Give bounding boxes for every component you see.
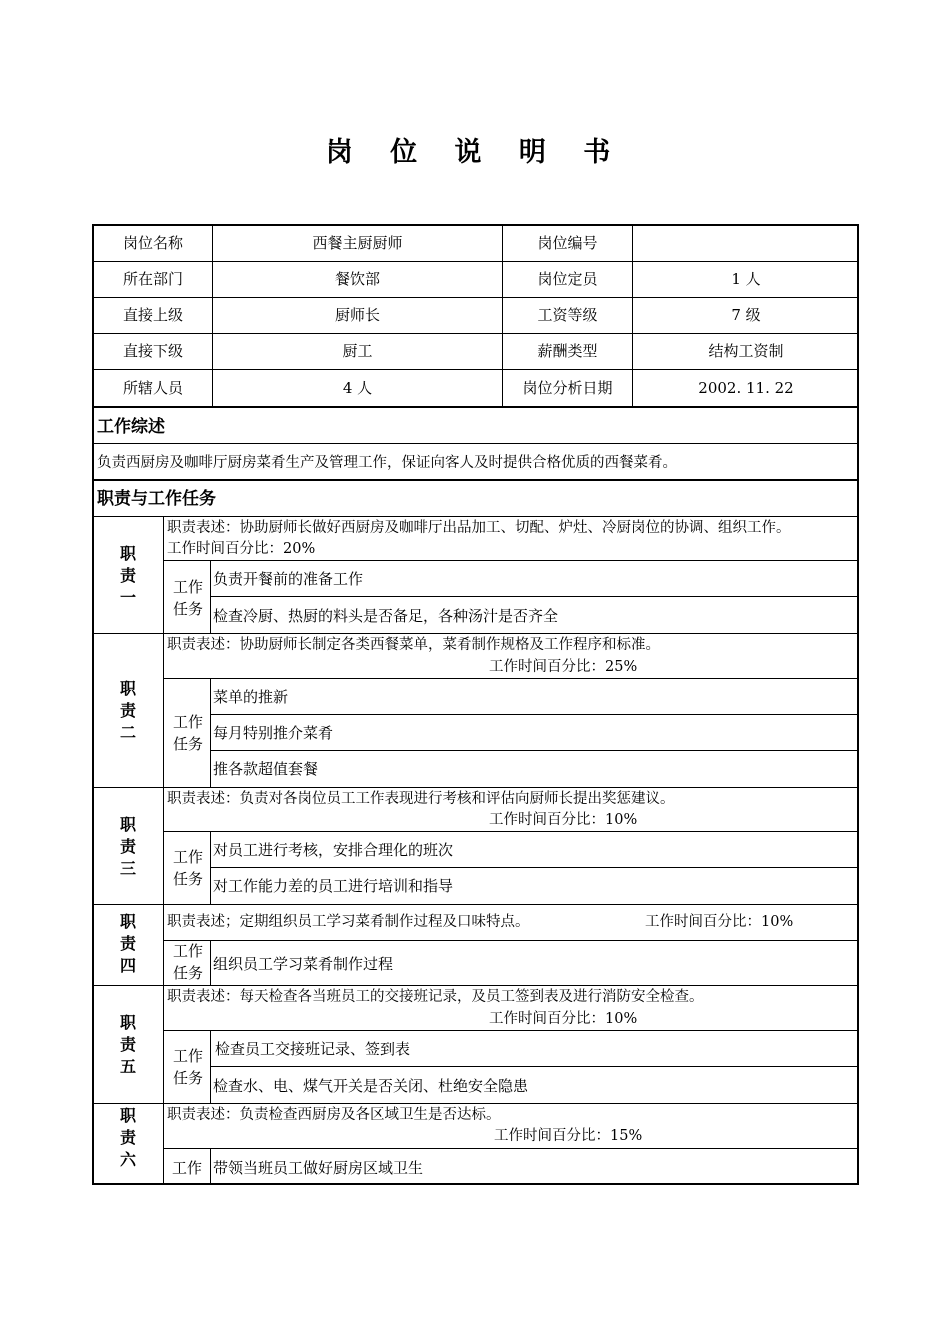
divider — [163, 940, 859, 941]
divider — [163, 831, 859, 832]
salary-grade-label: 工资等级 — [537, 306, 598, 324]
duty-2-description: 职责表述：协助厨师长制定各类西餐菜单，菜肴制作规格及工作程序和标准。 — [167, 637, 660, 653]
analysis-date-label: 岗位分析日期 — [522, 379, 613, 397]
divider — [94, 904, 859, 905]
duty-1-time: 工作时间百分比：20% — [167, 541, 316, 557]
analysis-date-value: 2002. 11. 22 — [698, 379, 794, 397]
subordinate-value: 厨工 — [342, 342, 373, 360]
duty-5-task-1: 检查员工交接班记录、签到表 — [215, 1040, 411, 1058]
divider — [94, 516, 859, 517]
divider — [94, 333, 859, 334]
duty-6-task-label: 工作 — [172, 1159, 203, 1177]
duties-heading: 职责与工作任务 — [97, 489, 216, 509]
divider — [94, 261, 859, 262]
divider — [210, 750, 859, 751]
duty-6-description: 职责表述：负责检查西厨房及各区域卫生是否达标。 — [167, 1107, 501, 1123]
supervisor-label: 直接上级 — [122, 306, 183, 324]
headcount-label: 岗位定员 — [537, 270, 598, 288]
duty-4-task-1: 组织员工学习菜肴制作过程 — [213, 955, 394, 973]
divider — [94, 443, 859, 444]
divider — [163, 678, 859, 679]
duty-3-task-1: 对员工进行考核，安排合理化的班次 — [213, 841, 454, 859]
duty-4-description: 职责表述；定期组织员工学习菜肴制作过程及口味特点。 — [167, 914, 530, 930]
position-name-value: 西餐主厨厨师 — [312, 234, 403, 252]
divider — [210, 714, 859, 715]
pay-type-label: 薪酬类型 — [537, 342, 598, 360]
divider — [163, 1148, 859, 1149]
headcount-value: 1 人 — [731, 270, 761, 288]
job-description-table — [92, 224, 859, 1185]
duty-2-task-label: 工作任务 — [172, 713, 203, 753]
duty-5-task-2: 检查水、电、煤气开关是否关闭、杜绝安全隐患 — [213, 1077, 529, 1095]
duty-3-time: 工作时间百分比：10% — [489, 812, 638, 828]
divider — [94, 479, 859, 481]
divider — [210, 940, 211, 985]
page-title: 岗 位 说 明 书 — [325, 137, 625, 168]
duty-4-label: 职责四 — [119, 912, 136, 975]
duty-1-description: 职责表述：协助厨师长做好西厨房及咖啡厅出品加工、切配、炉灶、冷厨岗位的协调、组织工作。 — [167, 520, 791, 536]
duty-2-task-3: 推各款超值套餐 — [213, 760, 319, 778]
duty-2-label: 职责二 — [119, 679, 136, 742]
work-summary-text: 负责西厨房及咖啡厅厨房菜肴生产及管理工作，保证向客人及时提供合格优质的西餐菜肴。 — [97, 455, 677, 471]
divider — [163, 516, 164, 1185]
staff-count-label: 所辖人员 — [122, 379, 183, 397]
duty-1-task-1: 负责开餐前的准备工作 — [213, 570, 364, 588]
pay-type-value: 结构工资制 — [708, 342, 784, 360]
duty-5-time: 工作时间百分比：10% — [489, 1011, 638, 1027]
duty-3-description: 职责表述：负责对各岗位员工工作表现进行考核和评估向厨师长提出奖惩建议。 — [167, 791, 675, 807]
duty-1-task-label: 工作任务 — [172, 578, 203, 618]
department-value: 餐饮部 — [334, 270, 380, 288]
supervisor-value: 厨师长 — [334, 306, 380, 324]
divider — [210, 1066, 859, 1067]
divider — [210, 596, 859, 597]
duty-1-task-2: 检查冷厨、热厨的料头是否备足，各种汤汁是否齐全 — [213, 607, 559, 625]
divider — [94, 787, 859, 788]
department-label: 所在部门 — [122, 270, 183, 288]
duty-3-task-label: 工作任务 — [172, 848, 203, 888]
divider — [94, 297, 859, 298]
subordinate-label: 直接下级 — [122, 342, 183, 360]
divider — [94, 633, 859, 634]
duty-4-time: 工作时间百分比：10% — [645, 914, 794, 930]
divider — [163, 560, 859, 561]
divider — [94, 1103, 859, 1104]
duty-6-time: 工作时间百分比：15% — [494, 1128, 643, 1144]
divider — [210, 678, 211, 787]
duty-2-time: 工作时间百分比：25% — [489, 659, 638, 675]
work-summary-heading: 工作综述 — [97, 417, 165, 437]
duty-5-task-label: 工作任务 — [172, 1047, 203, 1087]
divider — [94, 985, 859, 986]
duty-5-label: 职责五 — [119, 1013, 136, 1076]
duty-4-task-label: 工作任务 — [172, 942, 203, 982]
duty-2-task-1: 菜单的推新 — [213, 688, 289, 706]
divider — [94, 406, 859, 408]
divider — [210, 1148, 211, 1185]
divider — [210, 867, 859, 868]
duty-5-description: 职责表述：每天检查各当班员工的交接班记录，及员工签到表及进行消防安全检查。 — [167, 989, 704, 1005]
duty-3-label: 职责三 — [119, 815, 136, 878]
staff-count-value: 4 人 — [342, 379, 373, 397]
position-code-label: 岗位编号 — [537, 234, 598, 252]
divider — [163, 1030, 859, 1031]
duty-3-task-2: 对工作能力差的员工进行培训和指导 — [213, 877, 454, 895]
duty-6-label: 职责六 — [119, 1106, 136, 1169]
salary-grade-value: 7 级 — [731, 306, 761, 324]
duty-1-label: 职责一 — [119, 544, 136, 607]
duty-2-task-2: 每月特别推介菜肴 — [213, 724, 334, 742]
position-name-label: 岗位名称 — [122, 234, 183, 252]
duty-6-task-1: 带领当班员工做好厨房区域卫生 — [213, 1159, 424, 1177]
divider — [94, 369, 859, 370]
